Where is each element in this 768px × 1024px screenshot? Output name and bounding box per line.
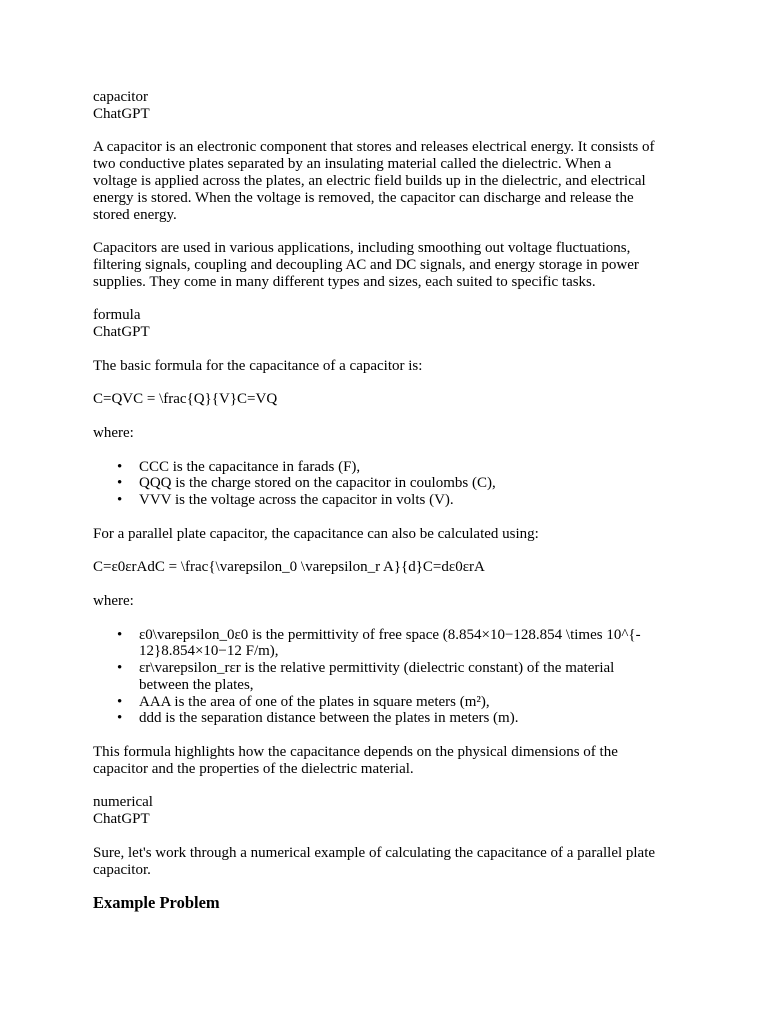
text-line: capacitor. — [93, 861, 151, 878]
text-line: stored energy. — [93, 206, 177, 223]
text-line: Sure, let's work through a numerical example of calculating the capacitance of a parallel plate — [93, 844, 656, 861]
text-line: capacitor and the properties of the dielectric material. — [93, 760, 414, 777]
list-item — [93, 710, 683, 727]
user-prompt: capacitor — [93, 89, 148, 105]
response-author: ChatGPT — [93, 105, 150, 122]
formula — [93, 559, 683, 576]
list-item — [93, 492, 683, 509]
paragraph — [93, 425, 683, 442]
paragraph — [93, 593, 683, 610]
formula-text: C=ε0εrAdC = \frac{\varepsilon_0 \varepsilon_r A}{d}C=dε0εrA — [93, 559, 485, 576]
paragraph — [93, 358, 683, 375]
list-item — [93, 475, 683, 492]
user-prompt: numerical — [93, 794, 153, 811]
bullet-list — [93, 459, 683, 509]
paragraph — [93, 240, 683, 290]
list-item — [93, 660, 683, 694]
bullet-list — [93, 627, 683, 728]
paragraph — [93, 744, 683, 778]
document-page — [93, 89, 683, 912]
list-item — [93, 459, 683, 476]
paragraph — [93, 526, 683, 543]
user-prompt: formula — [93, 307, 141, 324]
prompt-block-numerical — [93, 794, 683, 828]
bullet-icon: • — [117, 710, 123, 727]
response-author: ChatGPT — [93, 324, 150, 341]
text-line: For a parallel plate capacitor, the capacitance can also be calculated using: — [93, 525, 539, 542]
bullet-icon: • — [117, 693, 123, 710]
text-line: AAA is the area of one of the plates in square meters (m²), — [139, 693, 490, 710]
text-line: ε0\varepsilon_0ε0 is the permittivity of free space (8.854×10−128.854 \times 10^{- — [139, 626, 641, 643]
section-heading: Example Problem — [93, 893, 220, 913]
text-line: A capacitor is an electronic component that stores and releases electrical energy. It consists of — [93, 139, 655, 156]
text-line: two conductive plates separated by an insulating material called the dielectric. When a — [93, 156, 612, 173]
paragraph — [93, 845, 683, 879]
bullet-icon: • — [117, 626, 123, 643]
text-line: between the plates, — [139, 676, 254, 693]
text-line: Capacitors are used in various applications, including smoothing out voltage fluctuations, — [93, 240, 631, 257]
formula-text: C=QVC = \frac{Q}{V}C=VQ — [93, 391, 278, 408]
bullet-icon: • — [117, 492, 123, 509]
text-line: εr\varepsilon_rεr is the relative permittivity (dielectric constant) of the material — [139, 660, 615, 677]
text-line: where: — [93, 424, 134, 441]
text-line: filtering signals, coupling and decoupling AC and DC signals, and energy storage in power — [93, 256, 639, 273]
prompt-block-formula — [93, 307, 683, 341]
text-line: QQQ is the charge stored on the capacitor in coulombs (C), — [139, 475, 496, 492]
text-line: supplies. They come in many different types and sizes, each suited to specific tasks. — [93, 273, 596, 290]
bullet-icon: • — [117, 475, 123, 492]
formula — [93, 391, 683, 408]
text-line: where: — [93, 592, 134, 609]
prompt-block-capacitor — [93, 89, 683, 123]
text-line: ddd is the separation distance between the plates in meters (m). — [139, 710, 519, 727]
text-line: voltage is applied across the plates, an electric field builds up in the dielectric, and electrical — [93, 172, 646, 189]
list-item — [93, 627, 683, 661]
text-line: energy is stored. When the voltage is removed, the capacitor can discharge and release the — [93, 189, 634, 206]
paragraph — [93, 139, 683, 223]
text-line: CCC is the capacitance in farads (F), — [139, 458, 361, 475]
list-item — [93, 694, 683, 711]
bullet-icon: • — [117, 458, 123, 475]
response-author: ChatGPT — [93, 811, 150, 828]
text-line: VVV is the voltage across the capacitor in volts (V). — [139, 492, 454, 509]
text-line: 12}8.854×10−12 F/m), — [139, 643, 279, 660]
bullet-icon: • — [117, 660, 123, 677]
text-line: The basic formula for the capacitance of a capacitor is: — [93, 357, 423, 374]
text-line: This formula highlights how the capacitance depends on the physical dimensions of the — [93, 744, 618, 761]
